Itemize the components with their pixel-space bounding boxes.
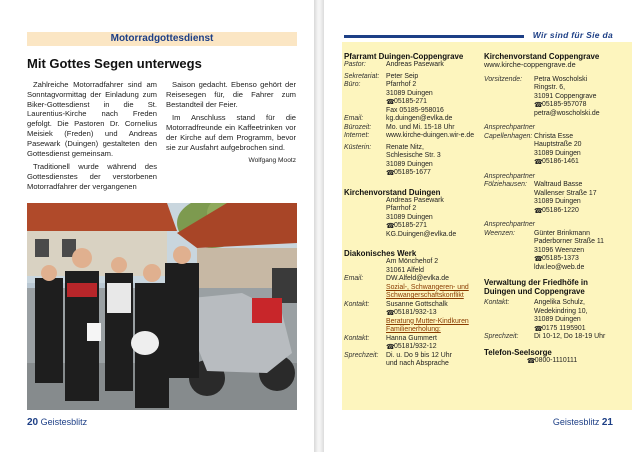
paragraph: Zahlreiche Motorradfahrer sind am Sonntagvormittag der Einladung zum Biker-Gottesdienst in die St. Laurentius-Kirche nach Freden gefolgt. Die Pastoren Dr. Cornelius Meisiek (Freden) und Andreas Pasewark (Duingen) gestalteten den Gottesdienst gemeinsam. (27, 80, 157, 158)
phone-icon: ☎ (534, 207, 543, 215)
article-column-2 (166, 80, 296, 169)
page-gutter (314, 0, 324, 452)
phone-icon: ☎ (386, 99, 395, 106)
phone-icon: ☎ (386, 170, 395, 177)
counseling-link[interactable]: Sozial-, Schwangeren- und Schwangerschaftskonflikt (386, 283, 469, 299)
phone-icon: ☎ (386, 223, 395, 230)
article-headline: Mit Gottes Segen unterwegs (27, 56, 202, 71)
author: Wolfgang Mootz (248, 156, 296, 164)
org-title: Verwaltung der Friedhöfe in Duingen und Coppengrave (484, 278, 588, 296)
header-title: Wir sind für Sie da (532, 30, 613, 40)
phone-icon: ☎ (534, 159, 543, 166)
email-link[interactable]: KG.Duingen@evlka.de (386, 230, 457, 238)
footer-right (553, 417, 613, 428)
page-number: 20 (27, 417, 39, 428)
magazine-name: Geistesblitz (40, 417, 88, 427)
bikers-photo-illustration (27, 203, 297, 410)
phone-icon: ☎ (534, 256, 543, 263)
contacts-column-1: Pfarramt Duingen-Coppengrave Pastor: Andreas Pasewark Sekretariat: Peter Seip Büro: Pfarrhof 2 31089 Duingen ☎05185-271 Fax 05185-958016 Email: kg.duingen@evlka.de Bürozeit: Mo. und Mi. 15-18 Uhr Internet: www.kirche-duingen.wir-e.de Küsterin: Renate Nitz, Schlesische Str. 3 31089 Duingen ☎05185-1677 Kirchenvorstand Duingen Andreas Pasewark Pfarrhof 2 31089 Duingen ☎05185-271 KG.Duingen@evlka.de Diakonisches Werk Am Mönchehof 2 31061 Alfeld Email: DW.Alfeld@evlka.de Sozial-, Schwangeren- und Schwangerschaftskonflikt Kontakt: Susanne Gottschalk ☎05181/932-13 Beratung Mutter-Kindkuren Familienerholung: Kontakt: Hanna Gummert ☎05181/932-12 Sprechzeit: Di. u. Do 9 bis 12 Uhr und nach Absprache (344, 52, 480, 369)
counseling-link[interactable]: Beratung Mutter-Kindkuren Familienerholung: (386, 317, 469, 333)
phone-icon: ☎ (534, 102, 543, 109)
org-title: Kirchenvorstand Coppengrave (484, 52, 600, 61)
email-link[interactable]: ldw.leo@web.de (534, 263, 585, 271)
article-photo (27, 203, 297, 410)
org-title: Pfarramt Duingen-Coppengrave (344, 52, 464, 61)
footer-left (27, 417, 87, 428)
org-title: Telefon-Seelsorge (484, 347, 552, 357)
phone-icon: ☎ (386, 344, 395, 351)
paragraph: Im Anschluss stand für die Motorradfreunde ein Kaffeetrinken vor der Kirche auf dem Programm, bevor sie zur Ausfahrt aufgebrochen sind. (166, 113, 296, 152)
phone-icon: ☎ (386, 310, 395, 317)
org-title: Kirchenvorstand Duingen (344, 187, 441, 197)
article-column-1 (27, 80, 157, 196)
website-link[interactable]: www.kirche-duingen.wir-e.de (386, 132, 475, 139)
email-link[interactable]: kg.duingen@evlka.de (386, 115, 453, 122)
contacts-column-2: Kirchenvorstand Coppengrave www.kirche-coppengrave.de Vorsitzende: Petra Woscholski Ringstr. 6, 31091 Coppengrave ☎05185-957078 petra@woscholski.de Ansprechpartner Capellenhagen: Christa Esse Hauptstraße 20 31089 Duingen ☎05186-1461 Ansprechpartner Fölziehausen: Waltraud Basse Wallenser Straße 17 31089 Duingen ☎05186-1220 Ansprechpartner Weenzen: Günter Brinkmann Paderborner Straße 11 31096 Weenzen ☎05185-1373 ldw.leo@web.de Verwaltung der Friedhöfe in Duingen und Coppengrave Kontakt: Angelika Schulz, Wedekindring 10, 31089 Duingen ☎0175 1195901 Sprechzeit: Di 10-12, Do 18-19 Uhr Telefon-Seelsorge ☎0800-1110111 (484, 52, 620, 365)
right-page (324, 0, 640, 452)
section-title: Motorradgottesdienst (27, 32, 297, 46)
pastor-name: Andreas Pasewark (386, 61, 444, 68)
email-link[interactable]: petra@woscholski.de (534, 109, 600, 117)
paragraph: Saison gedacht. Ebenso gehört der Reisesegen für, die Fahrer zum Bestandteil der Feier. (166, 80, 296, 109)
org-title: Diakonisches Werk (344, 249, 417, 258)
website-link[interactable]: www.kirche-coppengrave.de (484, 60, 576, 69)
left-page (0, 0, 314, 452)
paragraph: Traditionell wurde während des Gottesdienstes der verstorbenen Motorradfahrer der vergangenen (27, 162, 157, 191)
email-link[interactable]: DW.Alfeld@evlka.de (386, 275, 449, 282)
header-rule (344, 35, 524, 38)
page-number: 21 (601, 417, 613, 428)
phone-icon: ☎ (526, 357, 536, 365)
phone-icon: ☎ (534, 325, 543, 333)
magazine-name: Geistesblitz (552, 417, 600, 427)
